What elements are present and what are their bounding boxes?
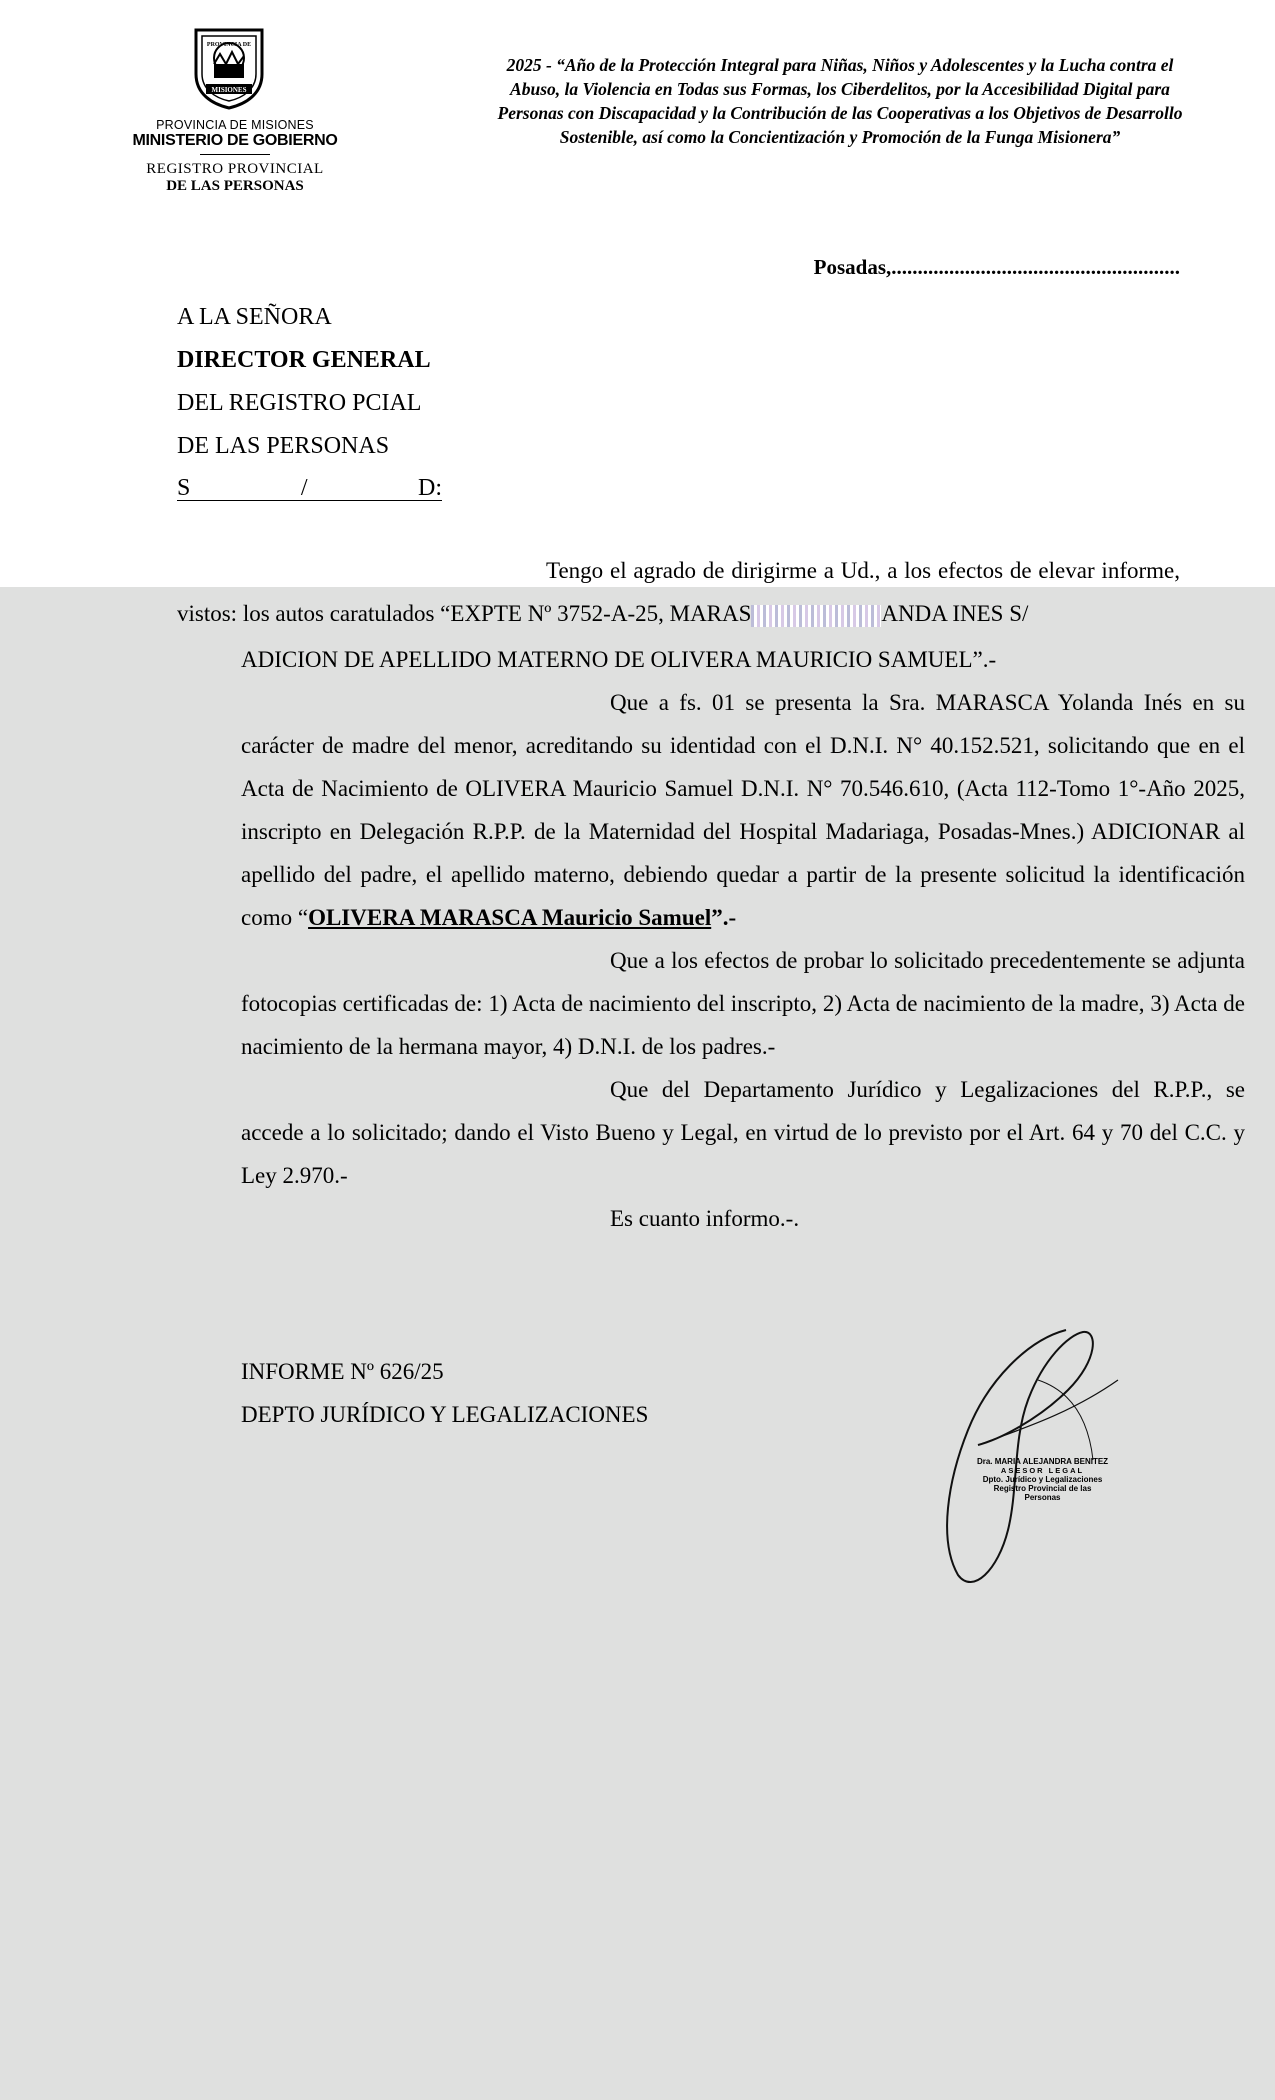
stamp-name: Dra. MARIA ALEJANDRA BENITEZ	[976, 1457, 1109, 1466]
new-name: OLIVERA MARASCA Mauricio Samuel	[308, 905, 712, 930]
registry-name-line2: DE LAS PERSONAS	[166, 178, 304, 194]
document-body	[241, 638, 1245, 1240]
intro-text: Tengo el agrado de dirigirme a Ud., a los efectos de elevar informe, vistos: los autos caratulados “EXPTE Nº 3752-A-25, MARAS	[177, 558, 1180, 626]
legal-stamp	[975, 1457, 1110, 1502]
year-motto: 2025 - “Año de la Protección Integral para Niñas, Niños y Adolescentes y la Lucha contra el Abuso, la Violencia en Todas sus Formas, los Ciberdelitos, por la Accesibilidad Digital para Personas con Discapacidad y la Contribución de las Cooperativas a los Objetivos de Desarrollo Sostenible, así como la Concientización y Promoción de la Funga Misionera”	[497, 55, 1183, 147]
addressee-block	[177, 296, 442, 501]
seal-text-bottom: MISIONES	[211, 86, 247, 94]
stamp-dept: Dpto. Jurídico y Legalizaciones	[982, 1475, 1103, 1484]
paragraph-closing: Es cuanto informo.-.	[610, 1206, 800, 1231]
report-footer	[241, 1350, 648, 1436]
addressee-title: DIRECTOR GENERAL	[177, 347, 431, 373]
redacted-area	[751, 605, 881, 627]
ministry-name: MINISTERIO DE GOBIERNO	[132, 132, 338, 149]
addressee-line3: DEL REGISTRO PCIAL	[177, 390, 422, 416]
request-end: ”.-	[711, 905, 737, 930]
intro-continuation: ADICION DE APELLIDO MATERNO DE OLIVERA MAURICIO SAMUEL”.-	[241, 647, 997, 672]
request-text: Que a fs. 01 se presenta la Sra. MARASCA Yolanda Inés en su carácter de madre del menor, acreditando su identidad con el D.N.I. N° 40.152.521, solicitando que en el Acta de Nacimiento de OLIVERA Mauricio Samuel D.N.I. N° 70.546.610, (Acta 112-Tomo 1°-Año 2025, inscripto en Delegación R.P.P. de la Maternidad del Hospital Madariaga, Posadas-Mnes.) ADICIONAR al apellido del padre, el apellido materno, debiendo quedar a partir de la presente solicitud la identificación como “	[241, 690, 1245, 930]
ministry-logo-text	[100, 118, 370, 195]
stamp-role: ASESOR LEGAL	[1000, 1466, 1085, 1475]
department-name: DEPTO JURÍDICO Y LEGALIZACIONES	[241, 1402, 649, 1427]
report-number: INFORME Nº 626/25	[241, 1359, 444, 1384]
date-line: Posadas,.......................................................	[813, 255, 1180, 279]
paragraph-approval: Que del Departamento Jurídico y Legalizaciones del R.P.P., se accede a lo solicitado; dando el Visto Bueno y Legal, en virtud de lo previsto por el Art. 64 y 70 del C.C. y Ley 2.970.-	[241, 1077, 1245, 1188]
paragraph-request	[241, 681, 1245, 939]
stamp-registry: Registro Provincial de las Personas	[993, 1484, 1092, 1502]
sd-s: S	[177, 475, 191, 501]
signature	[918, 1320, 1128, 1590]
sd-slash: /	[300, 475, 308, 501]
addressee-line1: A LA SEÑORA	[177, 304, 332, 330]
seal-text-top: PROVINCIA DE	[206, 42, 252, 48]
registry-name-line1: REGISTRO PROVINCIAL	[146, 161, 324, 177]
addressee-line4: DE LAS PERSONAS	[177, 433, 390, 459]
intro-tail: ANDA INES S/	[881, 601, 1029, 626]
sd-d: D:	[418, 475, 442, 501]
su-despacho	[177, 476, 442, 501]
paragraph-evidence: Que a los efectos de probar lo solicitado precedentemente se adjunta fotocopias certificadas de: 1) Acta de nacimiento del inscripto, 2) Acta de nacimiento de la madre, 3) Acta de nacimiento de la hermana mayor, 4) D.N.I. de los padres.-	[241, 948, 1245, 1059]
province-name: PROVINCIA DE MISIONES	[156, 118, 314, 132]
logo-divider	[200, 154, 270, 155]
paragraph-intro	[177, 549, 1180, 635]
province-seal-logo	[186, 24, 272, 110]
